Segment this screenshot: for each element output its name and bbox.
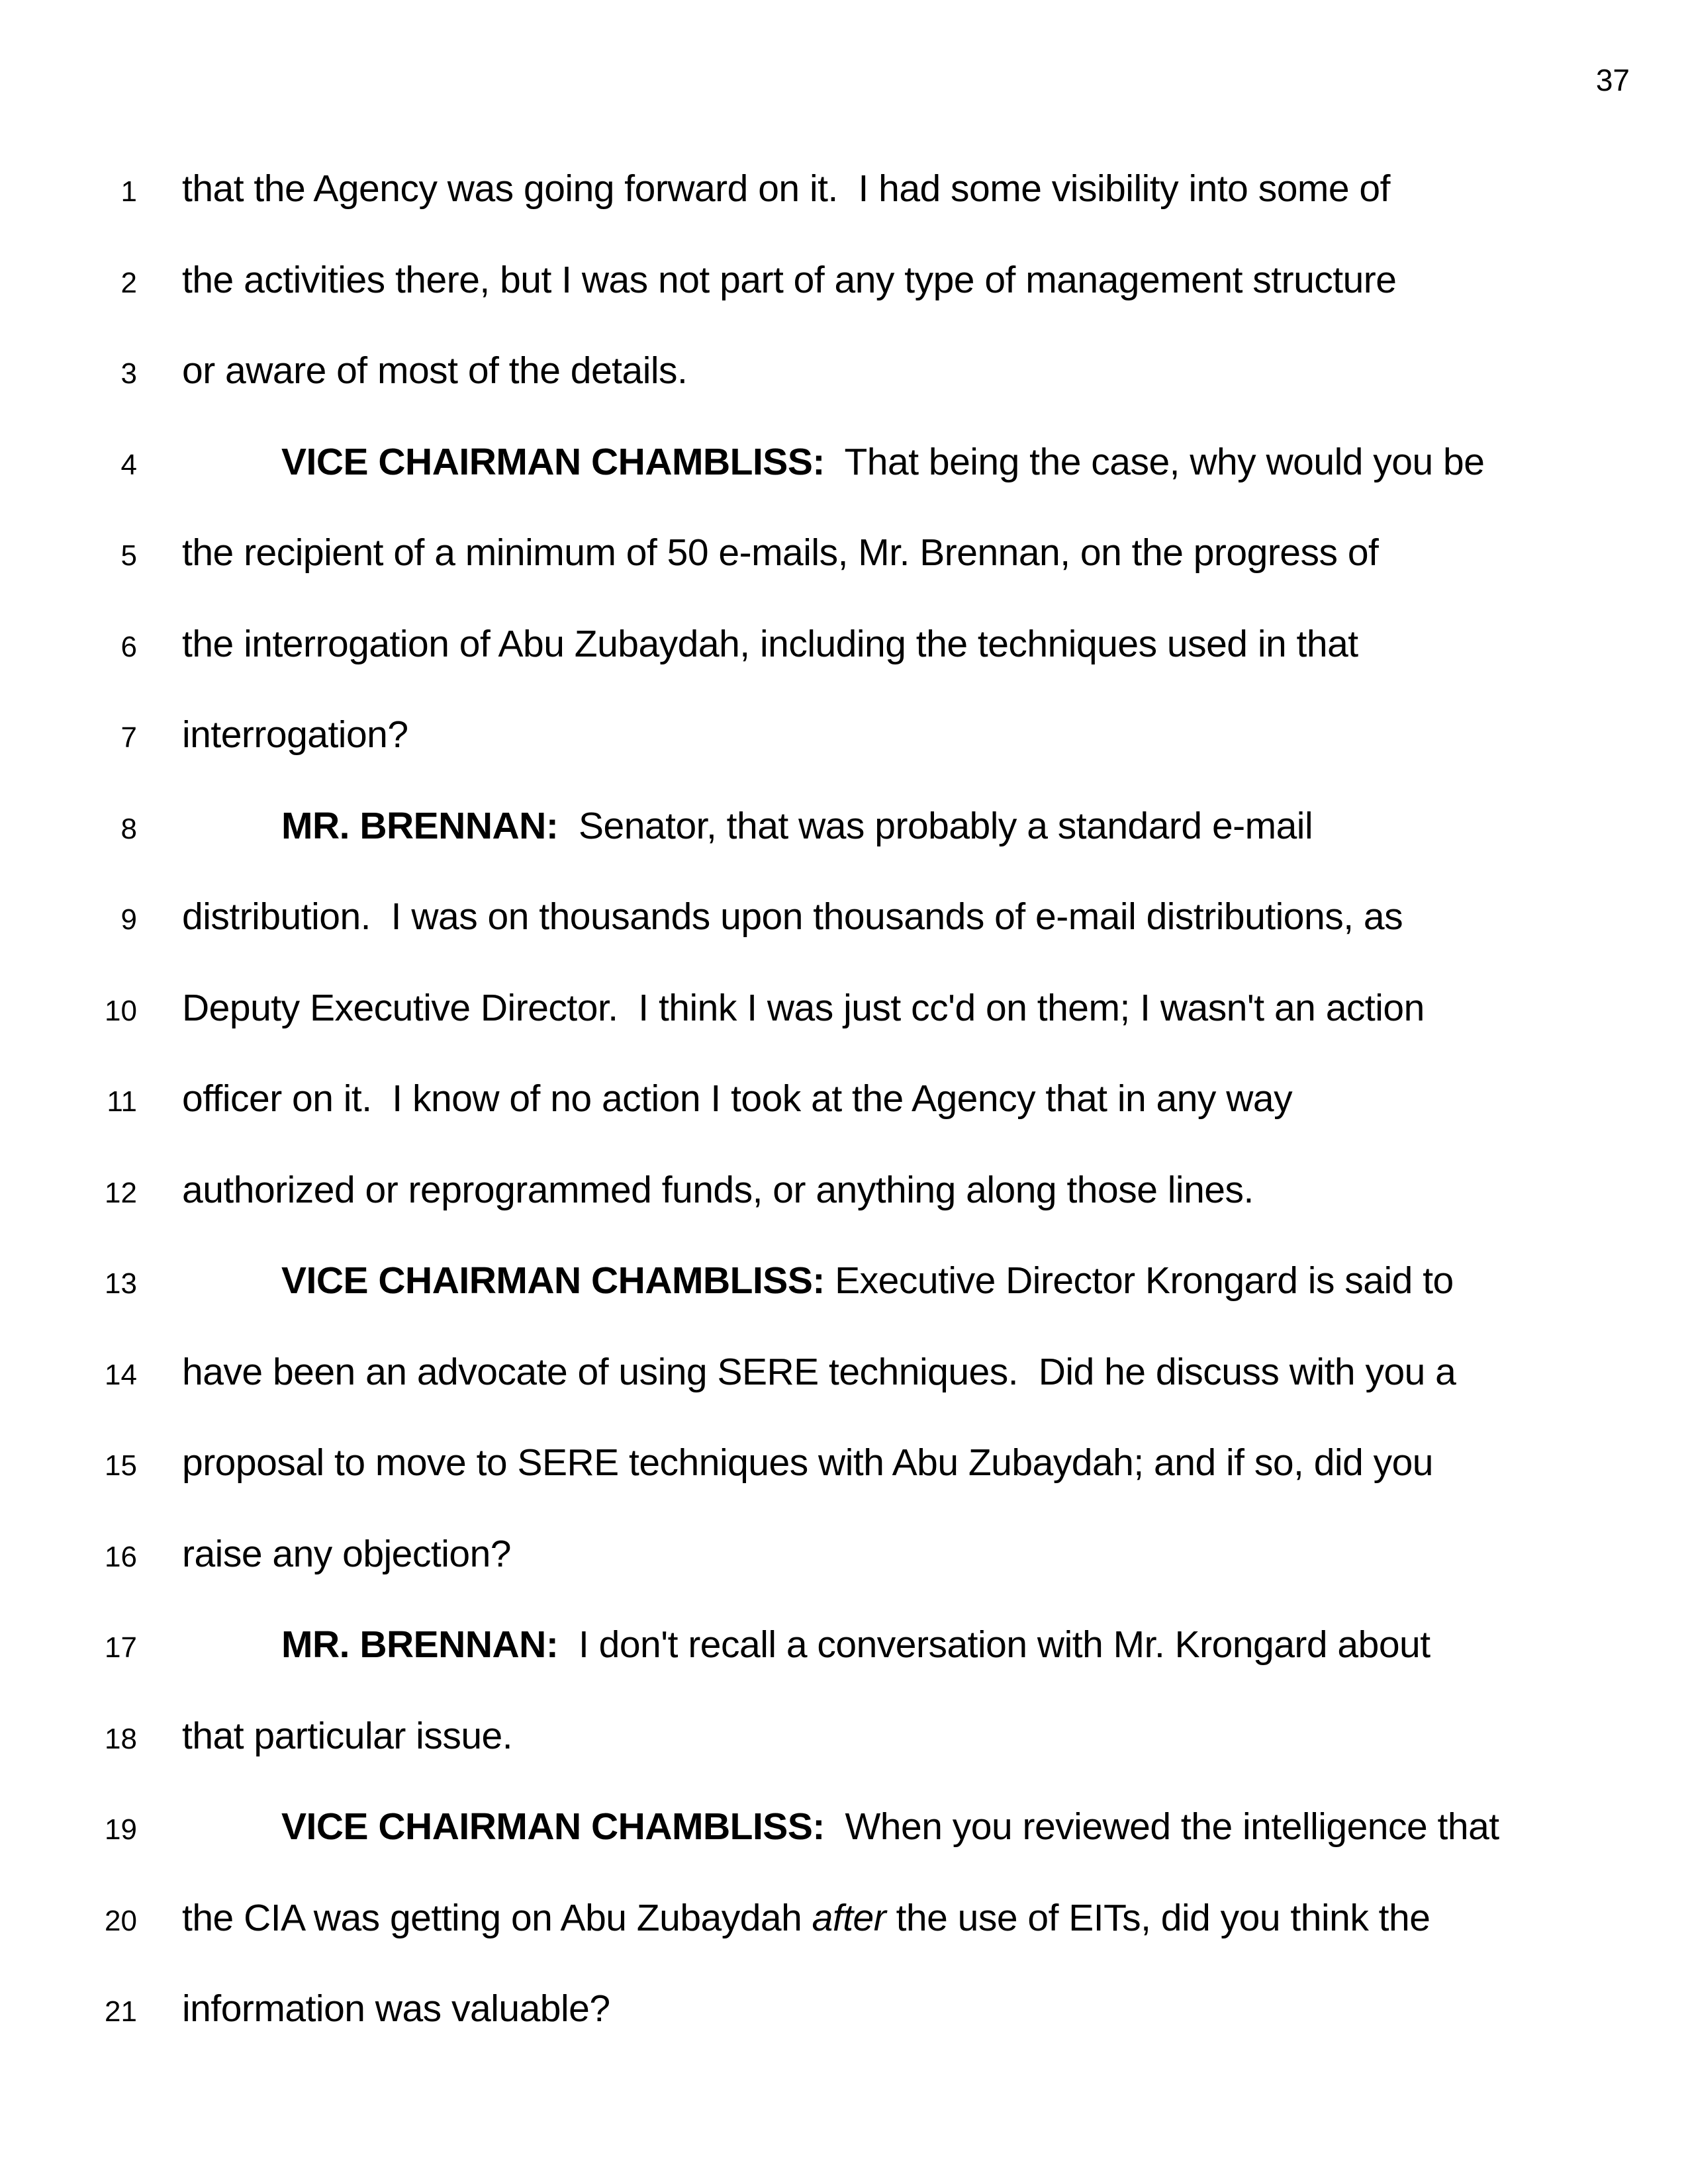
line-text: [182, 349, 687, 392]
transcript-line: [0, 622, 1688, 666]
text-segment: Deputy Executive Director. I think I was just cc'd on them; I wasn't an action: [182, 986, 1425, 1029]
text-segment: the activities there, but I was not part of any type of management structure: [182, 258, 1397, 301]
transcript-line: [0, 804, 1688, 848]
line-number: 12: [105, 1176, 137, 1209]
transcript-line: [0, 1350, 1688, 1394]
text-segment: proposal to move to SERE techniques with Abu Zubaydah; and if so, did you: [182, 1441, 1434, 1484]
page-number: 37: [1595, 63, 1630, 97]
line-number: 8: [120, 812, 137, 845]
text-segment: after: [812, 1896, 886, 1939]
line-number: 10: [105, 994, 137, 1027]
transcript-line: [0, 895, 1688, 938]
line-text: [182, 531, 1378, 574]
transcript-line: [0, 1987, 1688, 2030]
transcript-line: [0, 1441, 1688, 1484]
line-number: 3: [120, 357, 137, 390]
line-number: 1: [120, 175, 137, 208]
line-number: 2: [120, 266, 137, 299]
text-segment: interrogation?: [182, 713, 408, 756]
text-segment: the interrogation of Abu Zubaydah, including the techniques used in that: [182, 622, 1358, 665]
transcript-line: [0, 1532, 1688, 1576]
line-number: 4: [120, 448, 137, 481]
line-text: [182, 1533, 511, 1575]
line-text: [281, 1259, 1454, 1302]
line-number: 5: [120, 539, 137, 572]
transcript-line: [0, 349, 1688, 392]
text-segment: raise any objection?: [182, 1532, 511, 1575]
text-segment: VICE CHAIRMAN CHAMBLISS:: [281, 1805, 825, 1848]
text-segment: information was valuable?: [182, 1987, 610, 2030]
transcript-line: [0, 1896, 1688, 1940]
line-number: 13: [105, 1267, 137, 1300]
transcript-line: [0, 1623, 1688, 1666]
text-segment: the use of EITs, did you think the: [886, 1896, 1430, 1939]
text-segment: VICE CHAIRMAN CHAMBLISS:: [281, 1259, 825, 1302]
transcript-line: [0, 1259, 1688, 1302]
line-text: [182, 623, 1358, 665]
line-text: [182, 1897, 1430, 1939]
transcript-line: [0, 713, 1688, 756]
text-segment: MR. BRENNAN:: [281, 1623, 559, 1666]
transcript-line: [0, 1714, 1688, 1758]
line-number: 19: [105, 1813, 137, 1846]
text-segment: distribution. I was on thousands upon thousands of e-mail distributions, as: [182, 895, 1403, 938]
line-text: [182, 713, 408, 756]
text-segment: VICE CHAIRMAN CHAMBLISS:: [281, 440, 825, 483]
line-number: 11: [107, 1085, 137, 1118]
line-number: 7: [120, 721, 137, 754]
line-number: 20: [105, 1904, 137, 1937]
line-text: [281, 1805, 1499, 1848]
transcript-line: [0, 167, 1688, 210]
line-number: 6: [120, 630, 137, 663]
text-segment: authorized or reprogrammed funds, or anything along those lines.: [182, 1168, 1254, 1211]
transcript-line: [0, 1077, 1688, 1120]
line-number: 15: [105, 1449, 137, 1482]
line-text: [281, 441, 1484, 483]
line-number: 17: [105, 1631, 137, 1664]
line-text: [182, 987, 1425, 1029]
transcript-line: [0, 1805, 1688, 1848]
line-text: [182, 259, 1396, 301]
line-text: [182, 167, 1390, 210]
line-number: 9: [120, 903, 137, 936]
text-segment: or aware of most of the details.: [182, 349, 688, 392]
text-segment: the recipient of a minimum of 50 e-mails, Mr. Brennan, on the progress of: [182, 531, 1379, 574]
transcript-line: [0, 440, 1688, 484]
line-text: [182, 1987, 610, 2030]
text-segment: Executive Director Krongard is said to: [824, 1259, 1454, 1302]
text-segment: Senator, that was probably a standard e-mail: [558, 804, 1313, 847]
line-text: [182, 1169, 1254, 1211]
text-segment: officer on it. I know of no action I took at the Agency that in any way: [182, 1077, 1293, 1120]
line-text: [182, 1351, 1456, 1393]
line-number: 18: [105, 1722, 137, 1755]
text-segment: I don't recall a conversation with Mr. Krongard about: [558, 1623, 1430, 1666]
line-number: 16: [105, 1540, 137, 1573]
text-segment: That being the case, why would you be: [824, 440, 1485, 483]
text-segment: have been an advocate of using SERE techniques. Did he discuss with you a: [182, 1350, 1456, 1393]
transcript-line: [0, 258, 1688, 302]
line-text: [281, 1623, 1430, 1666]
line-text: [281, 805, 1313, 847]
transcript-line: [0, 531, 1688, 574]
text-segment: that the Agency was going forward on it. I had some visibility into some of: [182, 167, 1390, 210]
line-number: 14: [105, 1358, 137, 1391]
line-text: [182, 1077, 1292, 1120]
text-segment: that particular issue.: [182, 1714, 513, 1757]
text-segment: MR. BRENNAN:: [281, 804, 559, 847]
line-text: [182, 895, 1403, 938]
line-text: [182, 1715, 512, 1757]
transcript-line: [0, 986, 1688, 1030]
text-segment: the CIA was getting on Abu Zubaydah: [182, 1896, 812, 1939]
line-number: 21: [105, 1995, 137, 2028]
transcript-line: [0, 1168, 1688, 1212]
text-segment: When you reviewed the intelligence that: [824, 1805, 1499, 1848]
line-text: [182, 1441, 1433, 1484]
